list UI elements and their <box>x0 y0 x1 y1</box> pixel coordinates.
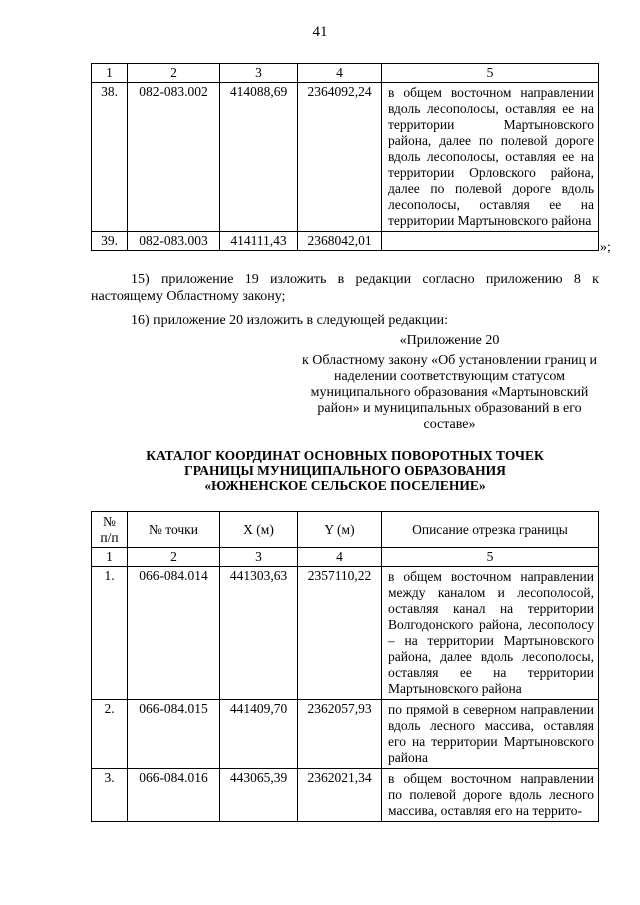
catalog-line: КАТАЛОГ КООРДИНАТ ОСНОВНЫХ ПОВОРОТНЫХ ТОЧЕК <box>146 448 544 463</box>
x-coord: 443065,39 <box>220 769 298 822</box>
segment-description: в общем восточном направлении между каналом и лесополосой, оставляя канал на территории Волгодонского района, лесополосу – на территории Мартыновского района, далее вдоль лесополосы, оставляя ее на территории Мартыновского района <box>382 567 599 700</box>
segment-description: в общем восточном направлении по полевой дороге вдоль лесного массива, оставляя его на террито- <box>382 769 599 822</box>
table-row <box>92 83 599 232</box>
paragraph-16: 16) приложение 20 изложить в следующей редакции: <box>131 313 448 328</box>
table-row <box>92 700 599 769</box>
table-row <box>92 232 599 251</box>
row-number: 3. <box>92 769 128 822</box>
col-header: № п/п <box>92 512 128 548</box>
col-num: 3 <box>220 64 298 83</box>
point-id: 082-083.003 <box>128 232 220 251</box>
appendix-subtitle: к Областному закону «Об установлении границ и наделении соответствующим статусом муниципального образования «Мартыновский район» и муниципальных образований в его составе» <box>301 353 598 432</box>
table-number-row <box>92 64 599 83</box>
closing-quote: »; <box>600 240 611 255</box>
col-num: 5 <box>382 548 599 567</box>
paragraph-15: 15) приложение 19 изложить в редакции согласно приложению 8 к настоящему Областному закону; <box>91 272 599 304</box>
point-id: 066-084.015 <box>128 700 220 769</box>
coordinates-table-continued <box>91 63 599 251</box>
y-coord: 2362021,34 <box>298 769 382 822</box>
row-number: 2. <box>92 700 128 769</box>
x-coord: 441409,70 <box>220 700 298 769</box>
segment-description <box>382 232 599 251</box>
table-number-row <box>92 548 599 567</box>
x-coord: 414088,69 <box>220 83 298 232</box>
row-number: 1. <box>92 567 128 700</box>
col-header: X (м) <box>220 512 298 548</box>
row-number: 39. <box>92 232 128 251</box>
col-num: 5 <box>382 64 599 83</box>
y-coord: 2364092,24 <box>298 83 382 232</box>
y-coord: 2357110,22 <box>298 567 382 700</box>
col-header: Y (м) <box>298 512 382 548</box>
col-num: 2 <box>128 548 220 567</box>
col-header: № точки <box>128 512 220 548</box>
col-num: 1 <box>92 64 128 83</box>
segment-description: в общем восточном направлении вдоль лесополосы, оставляя ее на территории Мартыновского района, далее по полевой дороге вдоль лесополосы, оставляя ее на территории Орловского района, далее по полевой дороге вдоль лесополосы, оставляя ее на территории Мартыновского района <box>382 83 599 232</box>
y-coord: 2362057,93 <box>298 700 382 769</box>
point-id: 066-084.016 <box>128 769 220 822</box>
catalog-line: ГРАНИЦЫ МУНИЦИПАЛЬНОГО ОБРАЗОВАНИЯ <box>184 463 506 478</box>
point-id: 082-083.002 <box>128 83 220 232</box>
table-header-row <box>92 512 599 548</box>
catalog-heading <box>91 448 599 493</box>
col-num: 1 <box>92 548 128 567</box>
x-coord: 414111,43 <box>220 232 298 251</box>
y-coord: 2368042,01 <box>298 232 382 251</box>
table-row <box>92 769 599 822</box>
segment-description: по прямой в северном направлении вдоль лесного массива, оставляя его на территории Мартыновского района <box>382 700 599 769</box>
page-number: 41 <box>312 24 328 40</box>
col-header: Описание отрезка границы <box>382 512 599 548</box>
col-num: 2 <box>128 64 220 83</box>
col-num: 4 <box>298 548 382 567</box>
col-num: 4 <box>298 64 382 83</box>
catalog-line: «ЮЖНЕНСКОЕ СЕЛЬСКОЕ ПОСЕЛЕНИЕ» <box>204 478 486 493</box>
table-row <box>92 567 599 700</box>
appendix-title: «Приложение 20 <box>399 333 500 348</box>
point-id: 066-084.014 <box>128 567 220 700</box>
coordinates-table <box>91 511 599 822</box>
col-num: 3 <box>220 548 298 567</box>
x-coord: 441303,63 <box>220 567 298 700</box>
row-number: 38. <box>92 83 128 232</box>
